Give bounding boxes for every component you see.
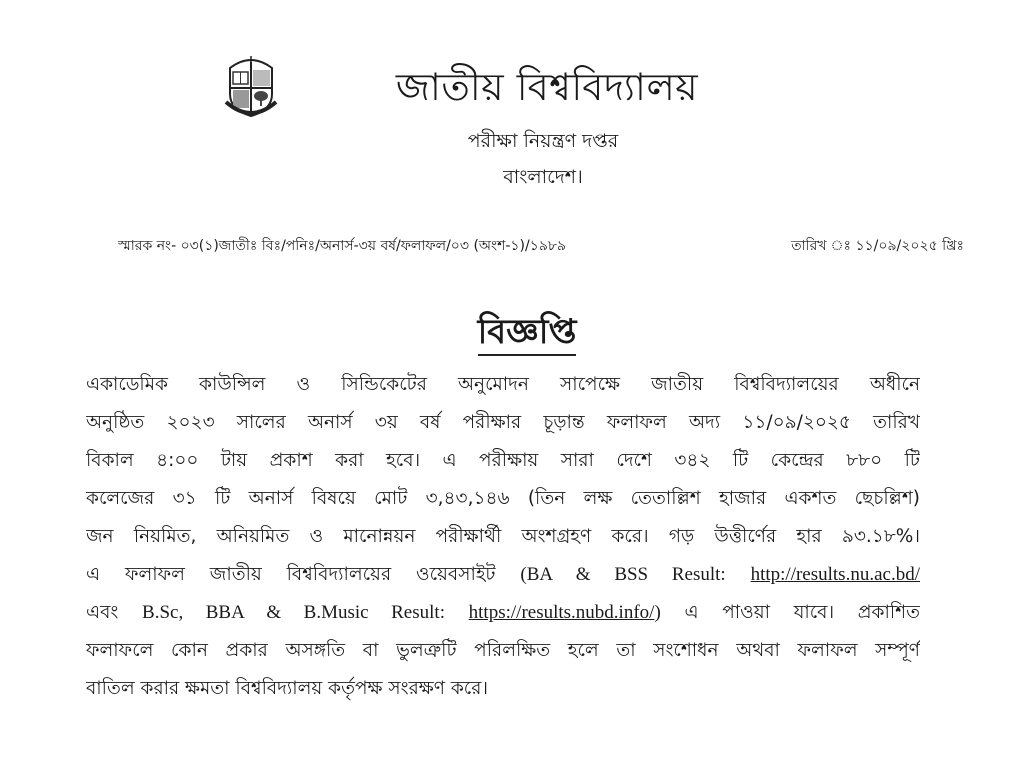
body-line: কলেজের ৩১ টি অনার্স বিষয়ে মোট ৩,৪৩,১৪৬ (তিন লক্ষ তেতাল্লিশ হাজার একশত ছেচল্লিশ) xyxy=(86,488,920,509)
body-line-website-2 xyxy=(86,594,920,632)
results-nubd-link[interactable]: https://results.nubd.info/ xyxy=(468,602,655,623)
available-text: এ পাওয়া যাবে। প্রকাশিত xyxy=(684,602,920,623)
notice-body xyxy=(86,366,920,708)
university-name: জাতীয় বিশ্ববিদ্যালয় xyxy=(395,65,699,109)
notice-heading-text: বিজ্ঞপ্তি xyxy=(478,312,577,356)
body-line: বিকাল ৪:০০ টায় প্রকাশ করা হবে। এ পরীক্ষায় সারা দেশে ৩৪২ টি কেন্দ্রের ৮৮০ টি xyxy=(86,450,920,471)
ba-bss-label: (BA & BSS Result: xyxy=(520,564,726,585)
country-name: বাংলাদেশ। xyxy=(503,166,583,188)
office-name: পরীক্ষা নিয়ন্ত্রণ দপ্তর xyxy=(467,130,619,152)
memo-line xyxy=(118,234,964,258)
bsc-bba-label: B.Sc, BBA & B.Music Result: xyxy=(142,602,445,623)
close-paren: ) xyxy=(654,602,661,623)
website-text: এ ফলাফল জাতীয় বিশ্ববিদ্যালয়ের ওয়েবসাইট xyxy=(86,564,496,585)
and-text: এবং xyxy=(86,602,119,623)
body-line: বাতিল করার ক্ষমতা বিশ্ববিদ্যালয় কর্তৃপক্ষ সংরক্ষণ করে। xyxy=(86,678,489,699)
body-line: একাডেমিক কাউন্সিল ও সিন্ডিকেটের অনুমোদন সাপেক্ষে জাতীয় বিশ্ববিদ্যালয়ের অধীনে xyxy=(86,374,920,395)
results-nu-link[interactable]: http://results.nu.ac.bd/ xyxy=(750,564,920,585)
body-line: ফলাফলে কোন প্রকার অসঙ্গতি বা ভুলত্রুটি পরিলক্ষিত হলে তা সংশোধন অথবা ফলাফল সম্পূর্ণ xyxy=(86,640,920,661)
memo-date: তারিখ ঃ ১১/০৯/২০২৫ খ্রিঃ xyxy=(791,238,964,254)
body-line-website xyxy=(86,556,920,594)
body-line: জন নিয়মিত, অনিয়মিত ও মানোন্নয়ন পরীক্ষার্থী অংশগ্রহণ করে। গড় উত্তীর্ণের হার ৯৩.১৮%। xyxy=(86,526,920,547)
notice-heading xyxy=(0,306,1024,363)
body-line: অনুষ্ঠিত ২০২৩ সালের অনার্স ৩য় বর্ষ পরীক্ষার চূড়ান্ত ফলাফল অদ্য ১১/০৯/২০২৫ তারিখ xyxy=(86,412,920,433)
memo-reference: স্মারক নং- ০৩(১)জাতীঃ বিঃ/পনিঃ/অনার্স-৩য় বর্ষ/ফলাফল/০৩ (অংশ-১)/১৯৮৯ xyxy=(118,238,567,254)
